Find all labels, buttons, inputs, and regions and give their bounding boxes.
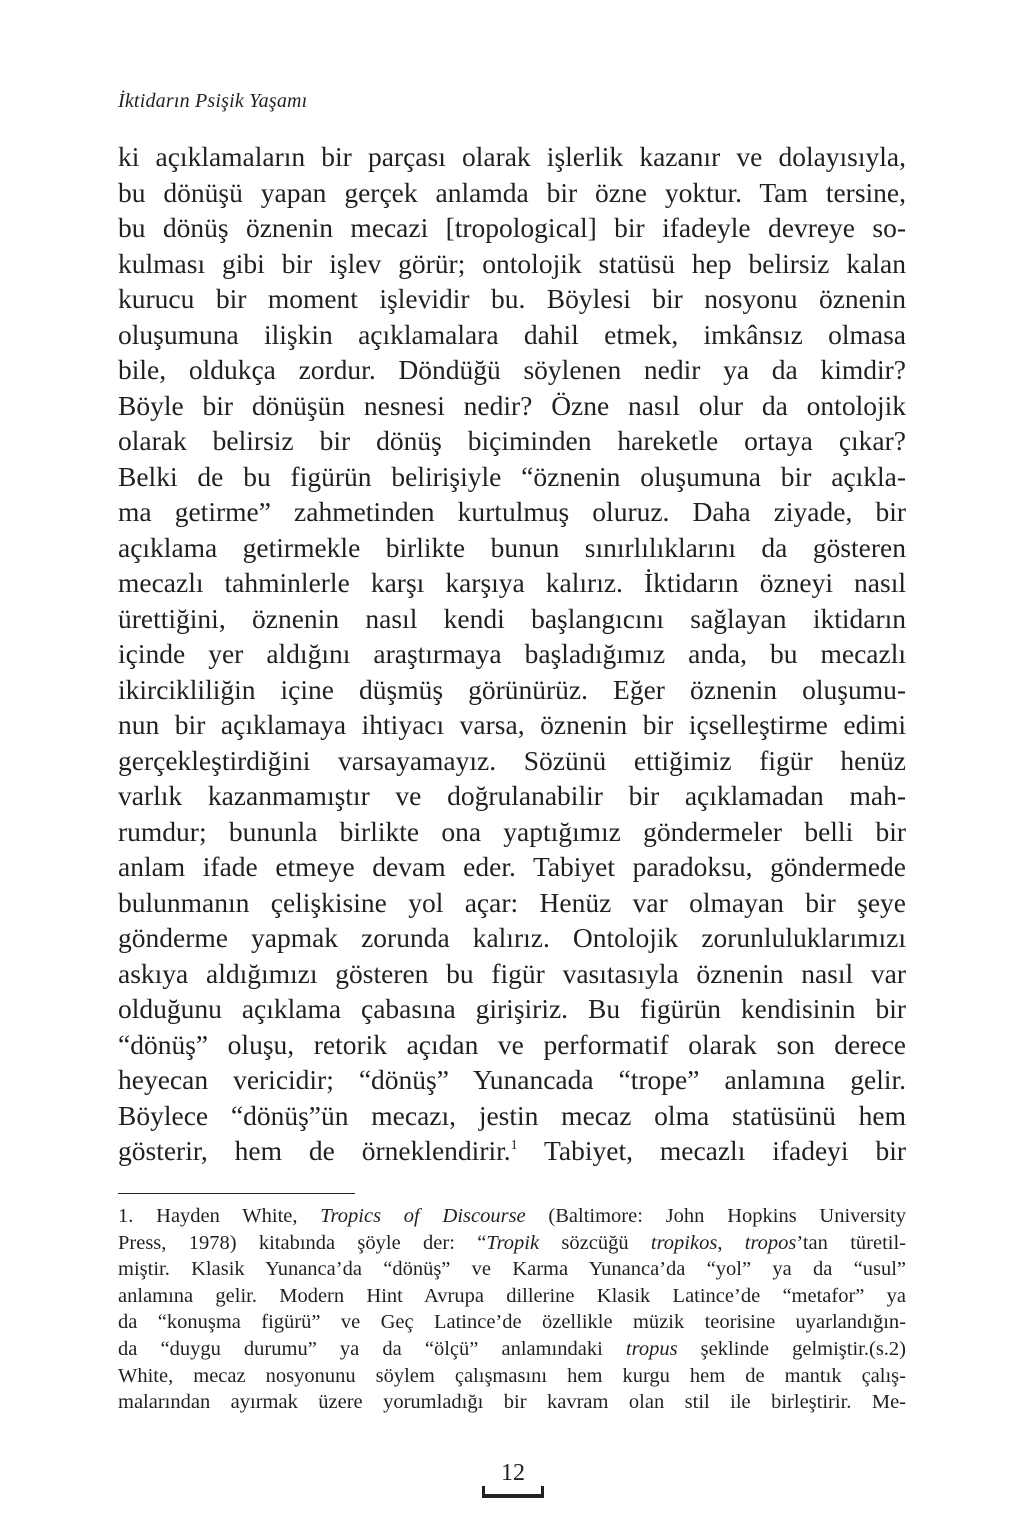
body-line: bile, oldukça zordur. Döndüğü söylenen nedir ya da kimdir? [118,354,906,385]
body-line: anlam ifade etmeye devam eder. Tabiyet paradoksu, göndermede [118,851,906,882]
footnote-text: sözcüğü [539,1231,651,1254]
footnote-text: Press, 1978) kitabında şöyle der: “ [118,1231,487,1254]
footnote-term: tropikos [650,1231,718,1254]
footnote-term: tropus [625,1337,678,1360]
body-line: ki açıklamaların bir parçası olarak işlerlik kazanır ve dolayısıyla, [118,141,906,172]
body-line: gönderme yapmak zorunda kalırız. Ontolojik zorunluluklarımızı [118,922,906,953]
body-line: askıya aldığımızı gösteren bu figür vasıtasıyla öznenin nasıl var [118,957,906,989]
body-line: gerçekleştirdiğini varsayamayız. Sözünü ettiğimiz figür henüz [118,744,906,776]
footnote-text: şeklinde gelmiştir.(s.2) [677,1337,906,1360]
body-line: oluşumuna ilişkin açıklamalara dahil etmek, imkânsız olmasa [118,318,906,350]
body-line: ürettiğini, öznenin nasıl kendi başlangıcını sağlayan iktidarın [118,602,906,634]
body-line: mecazlı tahminlerle karşı karşıya kalırız. İktidarın özneyi nasıl [118,567,906,598]
body-line: Böyle bir dönüşün nesnesi nedir? Özne nasıl olur da ontolojik [118,389,906,421]
footnote-text: , [717,1231,745,1254]
page-number: 12 [501,1460,525,1486]
footnote-line: da “konuşma figürü” ve Geç Latince’de özellikle müzik teorisine uyarlandığın- [118,1311,906,1334]
body-line: kurucu bir moment işlevidir bu. Böylesi bir nosyonu öznenin [118,283,906,314]
footnote-text: 1. Hayden White, [118,1205,321,1227]
footnote-text: ’tan türetil- [796,1231,906,1254]
page-number-frame [482,1458,544,1498]
body-line: Belki de bu figürün belirişiyle “öznenin oluşumuna bir açıkla- [118,460,906,492]
footnote-text: (Baltimore: John Hopkins University [525,1205,906,1227]
body-line: bu dönüşü yapan gerçek anlamda bir özne yoktur. Tam tersine, [118,176,906,208]
body-line: açıklama getirmekle birlikte bunun sınırlılıklarını da gösteren [118,531,906,563]
body-line: bulunmanın çelişkisine yol açar: Henüz var olmayan bir şeye [118,886,906,918]
footnote-line [118,1203,906,1230]
footnote-text: da “duygu durumu” ya da “ölçü” anlamındaki [118,1337,626,1360]
body-line: ikircikliliğin içine düşmüş görünürüz. Eğer öznenin oluşumu- [118,673,906,705]
body-line: Böylece “dönüş”ün mecazı, jestin mecaz olma statüsünü hem [118,1099,906,1131]
body-line: nun bir açıklamaya ihtiyacı varsa, öznenin bir içselleştirme edimi [118,709,906,740]
body-line: ma getirme” zahmetinden kurtulmuş oluruz. Daha ziyade, bir [118,496,906,527]
footnote-line [118,1230,906,1257]
footnote [118,1203,906,1416]
body-line: heyecan vericidir; “dönüş” Yunancada “trope” anlamına gelir. [118,1064,906,1095]
body-line: kulması gibi bir işlev görür; ontolojik statüsü hep belirsiz kalan [118,247,906,279]
body-line-last-tail: Tabiyet, mecazlı ifadeyi bir [517,1135,906,1166]
body-text [118,139,906,1169]
body-line-last-text: gösterir, hem de örneklendirir. [118,1135,511,1166]
footnote-rule [118,1193,355,1194]
body-line: varlık kazanmamıştır ve doğrulanabilir bir açıklamadan mah- [118,780,906,811]
body-line: “dönüş” oluşu, retorik açıdan ve performatif olarak son derece [118,1028,906,1060]
body-line: rumdur; bununla birlikte ona yaptığımız göndermeler belli bir [118,815,906,847]
footnote-reference[interactable]: 1 [510,1138,518,1153]
body-line: bu dönüş öznenin mecazi [tropological] bir ifadeyle devreye so- [118,212,906,243]
footnote-term: Tropik [486,1231,540,1254]
footnote-term: tropos [744,1231,797,1254]
footnote-line: malarından ayırmak üzere yorumladığı bir kavram olan stil ile birleştirir. Me- [118,1391,906,1414]
body-line: olduğunu açıklama çabasına girişiriz. Bu figürün kendisinin bir [118,993,906,1024]
body-line: içinde yer aldığını araştırmaya başladığımız anda, bu mecazlı [118,638,906,669]
footnote-book-title: Tropics of Discourse [320,1205,526,1227]
footnote-line: White, mecaz nosyonunu söylem çalışmasını hem kurgu hem de mantık çalış- [118,1364,906,1387]
running-head: İktidarın Psişik Yaşamı [118,90,308,112]
body-line-last [118,1133,906,1169]
footnote-line: miştir. Klasik Yunanca’da “dönüş” ve Karma Yunanca’da “yol” ya da “usul” [118,1258,906,1281]
footnote-line [118,1336,906,1363]
body-line: olarak belirsiz bir dönüş biçiminden hareketle ortaya çıkar? [118,425,906,456]
footnote-line: anlamına gelir. Modern Hint Avrupa dillerine Klasik Latince’de “metafor” ya [118,1284,906,1307]
